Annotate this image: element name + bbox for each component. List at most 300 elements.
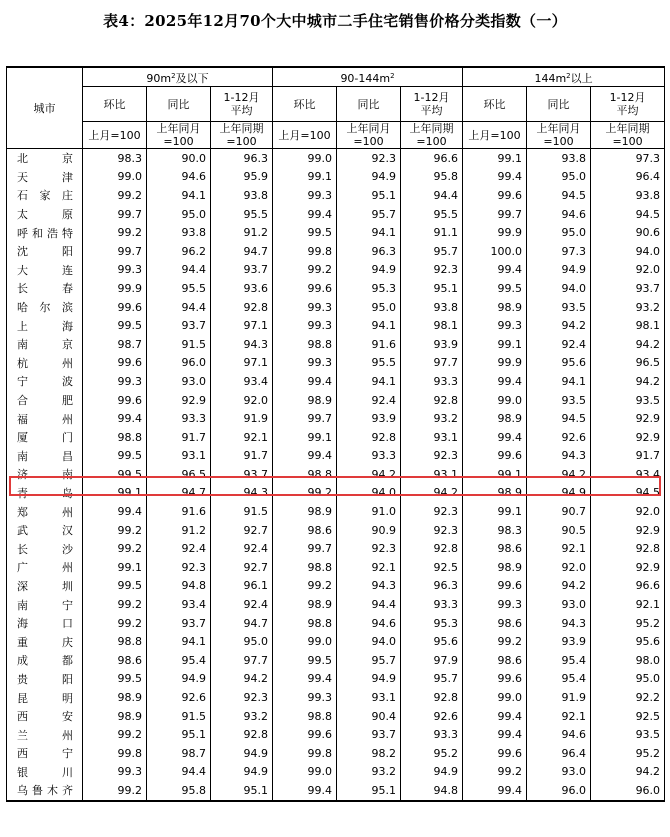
city-name: 重庆 <box>17 635 73 649</box>
index-value-cell: 98.6 <box>463 614 527 633</box>
index-value-cell: 99.1 <box>273 428 337 447</box>
index-value-cell: 99.6 <box>273 279 337 298</box>
index-value-cell: 93.9 <box>401 335 463 354</box>
index-value-cell: 94.9 <box>211 744 273 763</box>
table-row <box>7 502 665 521</box>
index-value-cell: 99.1 <box>463 502 527 521</box>
index-value-cell: 95.4 <box>527 670 591 689</box>
index-value-cell: 94.9 <box>401 763 463 782</box>
subheader-1-0: 环比 <box>273 87 337 122</box>
index-value-cell: 99.4 <box>273 781 337 801</box>
city-cell <box>7 261 83 280</box>
city-name: 长春 <box>17 282 73 296</box>
city-cell <box>7 279 83 298</box>
index-value-cell: 92.4 <box>527 335 591 354</box>
index-value-cell: 93.5 <box>591 725 665 744</box>
index-value-cell: 90.5 <box>527 521 591 540</box>
index-value-cell: 91.2 <box>211 223 273 242</box>
city-name: 合肥 <box>17 394 73 408</box>
city-name: 广州 <box>17 561 73 575</box>
city-cell <box>7 688 83 707</box>
index-value-cell: 91.9 <box>211 409 273 428</box>
index-value-cell: 90.6 <box>591 223 665 242</box>
city-cell <box>7 298 83 317</box>
index-value-cell: 95.5 <box>147 279 211 298</box>
index-value-cell: 99.9 <box>463 223 527 242</box>
index-value-cell: 99.2 <box>463 632 527 651</box>
index-value-cell: 99.5 <box>83 447 147 466</box>
index-value-cell: 94.1 <box>147 632 211 651</box>
index-value-cell: 91.7 <box>211 447 273 466</box>
index-value-cell: 96.2 <box>147 242 211 261</box>
index-value-cell: 90.4 <box>337 707 401 726</box>
index-value-cell: 98.9 <box>83 707 147 726</box>
index-value-cell: 92.4 <box>337 391 401 410</box>
table-row <box>7 781 665 801</box>
index-value-cell: 99.2 <box>83 539 147 558</box>
city-name: 大连 <box>17 263 73 277</box>
index-value-cell: 99.3 <box>83 261 147 280</box>
city-cell <box>7 391 83 410</box>
index-value-cell: 99.7 <box>83 205 147 224</box>
city-column-header: 城市 <box>7 67 83 149</box>
table-row <box>7 279 665 298</box>
index-value-cell: 99.1 <box>463 335 527 354</box>
subheader-2-2: 1-12月 平均 <box>591 87 665 122</box>
index-value-cell: 99.0 <box>463 391 527 410</box>
index-value-cell: 96.5 <box>147 465 211 484</box>
index-value-cell: 92.6 <box>527 428 591 447</box>
city-name: 北京 <box>17 152 73 166</box>
index-value-cell: 93.3 <box>401 725 463 744</box>
index-value-cell: 98.6 <box>463 539 527 558</box>
index-value-cell: 99.8 <box>273 242 337 261</box>
index-value-cell: 93.8 <box>211 186 273 205</box>
city-name: 哈尔滨 <box>17 301 73 315</box>
table-row <box>7 744 665 763</box>
index-value-cell: 99.4 <box>463 781 527 801</box>
index-value-cell: 99.5 <box>83 316 147 335</box>
index-value-cell: 98.8 <box>273 558 337 577</box>
index-value-cell: 99.1 <box>273 168 337 187</box>
index-value-cell: 94.5 <box>527 186 591 205</box>
index-value-cell: 92.3 <box>337 149 401 168</box>
index-value-cell: 98.3 <box>83 149 147 168</box>
index-value-cell: 99.6 <box>463 577 527 596</box>
city-cell <box>7 521 83 540</box>
index-value-cell: 94.1 <box>527 372 591 391</box>
index-value-cell: 98.7 <box>147 744 211 763</box>
index-value-cell: 92.0 <box>527 558 591 577</box>
index-value-cell: 99.0 <box>273 632 337 651</box>
index-value-cell: 99.6 <box>463 670 527 689</box>
index-value-cell: 99.5 <box>273 223 337 242</box>
city-name: 石家庄 <box>17 189 73 203</box>
city-name: 杭州 <box>17 356 73 370</box>
table-row <box>7 688 665 707</box>
index-value-cell: 97.7 <box>211 651 273 670</box>
table-row <box>7 149 665 168</box>
city-cell <box>7 205 83 224</box>
index-value-cell: 92.5 <box>401 558 463 577</box>
index-value-cell: 94.6 <box>337 614 401 633</box>
index-value-cell: 92.1 <box>591 595 665 614</box>
subheader-2-1: 同比 <box>527 87 591 122</box>
city-name: 兰州 <box>17 728 73 742</box>
table-row <box>7 539 665 558</box>
index-value-cell: 99.3 <box>83 372 147 391</box>
table-row <box>7 391 665 410</box>
city-name: 乌鲁木齐 <box>17 784 73 798</box>
index-value-cell: 98.8 <box>273 707 337 726</box>
index-value-cell: 97.1 <box>211 354 273 373</box>
table-row <box>7 595 665 614</box>
group-header-medium: $90-144m^2$ <box>273 67 463 87</box>
index-value-cell: 94.5 <box>527 409 591 428</box>
index-value-cell: 95.8 <box>401 168 463 187</box>
index-value-cell: 93.7 <box>211 465 273 484</box>
index-value-cell: 99.3 <box>273 354 337 373</box>
index-value-cell: 97.9 <box>401 651 463 670</box>
index-value-cell: 95.6 <box>401 632 463 651</box>
index-value-cell: 91.5 <box>147 707 211 726</box>
base-label-0-1: 上年同月 =100 <box>147 122 211 149</box>
index-value-cell: 95.1 <box>147 725 211 744</box>
index-value-cell: 96.6 <box>591 577 665 596</box>
index-value-cell: 92.4 <box>211 595 273 614</box>
index-value-cell: 92.3 <box>401 261 463 280</box>
index-value-cell: 98.7 <box>83 335 147 354</box>
city-cell <box>7 223 83 242</box>
base-label-0-2: 上年同期 =100 <box>211 122 273 149</box>
index-value-cell: 98.9 <box>463 484 527 503</box>
city-cell <box>7 744 83 763</box>
subheader-0-0: 环比 <box>83 87 147 122</box>
index-value-cell: 92.4 <box>147 539 211 558</box>
subheader-0-2: 1-12月 平均 <box>211 87 273 122</box>
index-value-cell: 94.7 <box>211 242 273 261</box>
subheader-2-0: 环比 <box>463 87 527 122</box>
index-value-cell: 96.4 <box>591 168 665 187</box>
city-cell <box>7 577 83 596</box>
index-value-cell: 95.0 <box>591 670 665 689</box>
city-cell <box>7 149 83 168</box>
index-value-cell: 91.5 <box>211 502 273 521</box>
city-cell <box>7 558 83 577</box>
index-value-cell: 98.3 <box>463 521 527 540</box>
city-name: 昆明 <box>17 691 73 705</box>
index-value-cell: 95.3 <box>337 279 401 298</box>
index-value-cell: 93.8 <box>527 149 591 168</box>
index-value-cell: 99.6 <box>273 725 337 744</box>
table-row <box>7 707 665 726</box>
city-name: 南京 <box>17 338 73 352</box>
index-value-cell: 92.8 <box>591 539 665 558</box>
index-value-cell: 95.1 <box>337 781 401 801</box>
index-value-cell: 96.3 <box>211 149 273 168</box>
index-value-cell: 99.6 <box>83 298 147 317</box>
city-cell <box>7 763 83 782</box>
city-cell <box>7 539 83 558</box>
index-value-cell: 95.7 <box>337 205 401 224</box>
index-value-cell: 92.3 <box>401 521 463 540</box>
index-value-cell: 94.7 <box>147 484 211 503</box>
city-name: 成都 <box>17 654 73 668</box>
city-cell <box>7 707 83 726</box>
base-label-1-0: 上月=100 <box>273 122 337 149</box>
index-value-cell: 93.1 <box>401 465 463 484</box>
index-value-cell: 94.3 <box>527 447 591 466</box>
index-value-cell: 94.7 <box>211 614 273 633</box>
index-value-cell: 95.2 <box>591 614 665 633</box>
table-row <box>7 577 665 596</box>
city-cell <box>7 595 83 614</box>
index-value-cell: 99.4 <box>273 670 337 689</box>
city-name: 深圳 <box>17 579 73 593</box>
index-value-cell: 99.1 <box>83 484 147 503</box>
base-label-0-0: 上月=100 <box>83 122 147 149</box>
index-value-cell: 99.5 <box>83 670 147 689</box>
index-value-cell: 95.5 <box>337 354 401 373</box>
index-value-cell: 95.7 <box>401 670 463 689</box>
index-value-cell: 90.9 <box>337 521 401 540</box>
index-value-cell: 93.0 <box>527 595 591 614</box>
index-value-cell: 94.2 <box>591 372 665 391</box>
index-value-cell: 99.6 <box>83 391 147 410</box>
index-value-cell: 99.3 <box>273 316 337 335</box>
index-value-cell: 95.6 <box>527 354 591 373</box>
index-value-cell: 92.0 <box>211 391 273 410</box>
index-value-cell: 94.9 <box>337 168 401 187</box>
index-value-cell: 95.1 <box>337 186 401 205</box>
index-value-cell: 91.2 <box>147 521 211 540</box>
index-value-cell: 94.2 <box>591 763 665 782</box>
city-name: 南昌 <box>17 449 73 463</box>
index-value-cell: 94.3 <box>211 335 273 354</box>
index-value-cell: 99.4 <box>463 428 527 447</box>
index-value-cell: 99.7 <box>83 242 147 261</box>
index-value-cell: 95.8 <box>147 781 211 801</box>
index-value-cell: 94.2 <box>337 465 401 484</box>
index-value-cell: 91.1 <box>401 223 463 242</box>
index-value-cell: 93.7 <box>211 261 273 280</box>
index-value-cell: 91.7 <box>147 428 211 447</box>
index-value-cell: 94.1 <box>337 372 401 391</box>
index-value-cell: 93.2 <box>211 707 273 726</box>
index-value-cell: 95.0 <box>211 632 273 651</box>
city-name: 沈阳 <box>17 245 73 259</box>
index-value-cell: 94.9 <box>337 670 401 689</box>
table-row <box>7 632 665 651</box>
index-value-cell: 93.7 <box>147 316 211 335</box>
index-value-cell: 93.5 <box>527 298 591 317</box>
index-value-cell: 93.1 <box>337 688 401 707</box>
price-index-table <box>6 66 665 802</box>
index-value-cell: 99.9 <box>463 354 527 373</box>
index-value-cell: 98.9 <box>273 502 337 521</box>
city-cell <box>7 428 83 447</box>
index-value-cell: 94.8 <box>401 781 463 801</box>
index-value-cell: 99.0 <box>273 149 337 168</box>
index-value-cell: 94.1 <box>147 186 211 205</box>
city-cell <box>7 614 83 633</box>
index-value-cell: 99.8 <box>83 744 147 763</box>
city-cell <box>7 447 83 466</box>
index-value-cell: 94.0 <box>591 242 665 261</box>
index-value-cell: 94.6 <box>527 725 591 744</box>
index-value-cell: 93.0 <box>147 372 211 391</box>
index-value-cell: 95.5 <box>211 205 273 224</box>
city-name: 南宁 <box>17 598 73 612</box>
index-value-cell: 92.3 <box>401 502 463 521</box>
index-value-cell: 99.2 <box>273 261 337 280</box>
index-value-cell: 94.9 <box>337 261 401 280</box>
index-value-cell: 98.1 <box>591 316 665 335</box>
city-cell <box>7 242 83 261</box>
index-value-cell: 99.4 <box>463 261 527 280</box>
table-row <box>7 558 665 577</box>
index-value-cell: 96.6 <box>401 149 463 168</box>
index-value-cell: 99.4 <box>83 502 147 521</box>
table-row <box>7 447 665 466</box>
index-value-cell: 93.7 <box>337 725 401 744</box>
index-value-cell: 94.9 <box>527 261 591 280</box>
city-cell <box>7 409 83 428</box>
index-value-cell: 96.0 <box>591 781 665 801</box>
index-value-cell: 99.2 <box>83 614 147 633</box>
city-cell <box>7 502 83 521</box>
index-value-cell: 99.6 <box>83 354 147 373</box>
index-value-cell: 98.9 <box>463 409 527 428</box>
city-cell <box>7 651 83 670</box>
index-value-cell: 99.7 <box>463 205 527 224</box>
index-value-cell: 94.2 <box>527 577 591 596</box>
index-value-cell: 99.4 <box>273 372 337 391</box>
subheader-1-2: 1-12月 平均 <box>401 87 463 122</box>
index-value-cell: 99.8 <box>273 744 337 763</box>
index-value-cell: 96.0 <box>147 354 211 373</box>
index-value-cell: 93.8 <box>401 298 463 317</box>
index-value-cell: 91.5 <box>147 335 211 354</box>
index-value-cell: 99.2 <box>463 763 527 782</box>
index-value-cell: 94.3 <box>337 577 401 596</box>
index-value-cell: 94.2 <box>211 670 273 689</box>
index-value-cell: 96.0 <box>527 781 591 801</box>
index-value-cell: 99.7 <box>273 539 337 558</box>
index-value-cell: 92.2 <box>591 688 665 707</box>
index-value-cell: 97.3 <box>527 242 591 261</box>
index-value-cell: 93.0 <box>527 763 591 782</box>
city-cell <box>7 484 83 503</box>
city-name: 天津 <box>17 170 73 184</box>
index-value-cell: 98.8 <box>273 335 337 354</box>
index-value-cell: 95.1 <box>211 781 273 801</box>
index-value-cell: 99.3 <box>273 186 337 205</box>
index-value-cell: 93.3 <box>401 595 463 614</box>
index-value-cell: 93.4 <box>211 372 273 391</box>
index-value-cell: 95.1 <box>401 279 463 298</box>
index-value-cell: 92.3 <box>211 688 273 707</box>
index-value-cell: 98.8 <box>273 614 337 633</box>
index-value-cell: 92.9 <box>591 428 665 447</box>
city-name: 贵阳 <box>17 672 73 686</box>
index-value-cell: 91.0 <box>337 502 401 521</box>
city-cell <box>7 335 83 354</box>
city-name: 西宁 <box>17 747 73 761</box>
index-value-cell: 95.2 <box>401 744 463 763</box>
index-value-cell: 92.0 <box>591 261 665 280</box>
index-value-cell: 99.2 <box>83 595 147 614</box>
index-value-cell: 93.5 <box>591 391 665 410</box>
index-value-cell: 100.0 <box>463 242 527 261</box>
index-value-cell: 96.3 <box>401 577 463 596</box>
index-value-cell: 92.1 <box>337 558 401 577</box>
index-value-cell: 93.6 <box>211 279 273 298</box>
index-value-cell: 99.3 <box>273 688 337 707</box>
index-value-cell: 94.0 <box>527 279 591 298</box>
index-value-cell: 92.1 <box>211 428 273 447</box>
index-value-cell: 99.3 <box>463 595 527 614</box>
city-name: 武汉 <box>17 524 73 538</box>
index-value-cell: 98.2 <box>337 744 401 763</box>
index-value-cell: 94.2 <box>401 484 463 503</box>
index-value-cell: 92.6 <box>401 707 463 726</box>
index-value-cell: 91.7 <box>591 447 665 466</box>
city-name: 西安 <box>17 710 73 724</box>
group-header-small: $90m^2$及以下 <box>83 67 273 87</box>
index-value-cell: 93.4 <box>591 465 665 484</box>
subheader-1-1: 同比 <box>337 87 401 122</box>
index-value-cell: 94.3 <box>527 614 591 633</box>
table-row <box>7 670 665 689</box>
index-value-cell: 93.3 <box>147 409 211 428</box>
index-value-cell: 99.9 <box>83 279 147 298</box>
index-value-cell: 94.2 <box>527 316 591 335</box>
base-label-2-2: 上年同期 =100 <box>591 122 665 149</box>
index-value-cell: 94.9 <box>527 484 591 503</box>
city-name: 海口 <box>17 617 73 631</box>
table-row <box>7 205 665 224</box>
city-cell <box>7 186 83 205</box>
index-value-cell: 91.6 <box>337 335 401 354</box>
index-value-cell: 99.5 <box>83 577 147 596</box>
index-value-cell: 95.7 <box>401 242 463 261</box>
index-value-cell: 94.4 <box>337 595 401 614</box>
index-value-cell: 99.6 <box>463 744 527 763</box>
index-value-cell: 93.2 <box>337 763 401 782</box>
index-value-cell: 91.6 <box>147 502 211 521</box>
index-value-cell: 95.3 <box>401 614 463 633</box>
table-row <box>7 372 665 391</box>
index-value-cell: 92.3 <box>337 539 401 558</box>
index-value-cell: 95.9 <box>211 168 273 187</box>
subheader-0-1: 同比 <box>147 87 211 122</box>
index-value-cell: 96.5 <box>591 354 665 373</box>
table-row <box>7 763 665 782</box>
index-value-cell: 97.1 <box>211 316 273 335</box>
index-value-cell: 93.4 <box>147 595 211 614</box>
index-value-cell: 99.2 <box>83 223 147 242</box>
city-cell <box>7 372 83 391</box>
price-index-table-container <box>6 66 664 802</box>
index-value-cell: 93.1 <box>147 447 211 466</box>
table-row <box>7 651 665 670</box>
index-value-cell: 99.5 <box>273 651 337 670</box>
index-value-cell: 92.0 <box>591 502 665 521</box>
city-cell <box>7 725 83 744</box>
index-value-cell: 99.7 <box>273 409 337 428</box>
index-value-cell: 97.3 <box>591 149 665 168</box>
